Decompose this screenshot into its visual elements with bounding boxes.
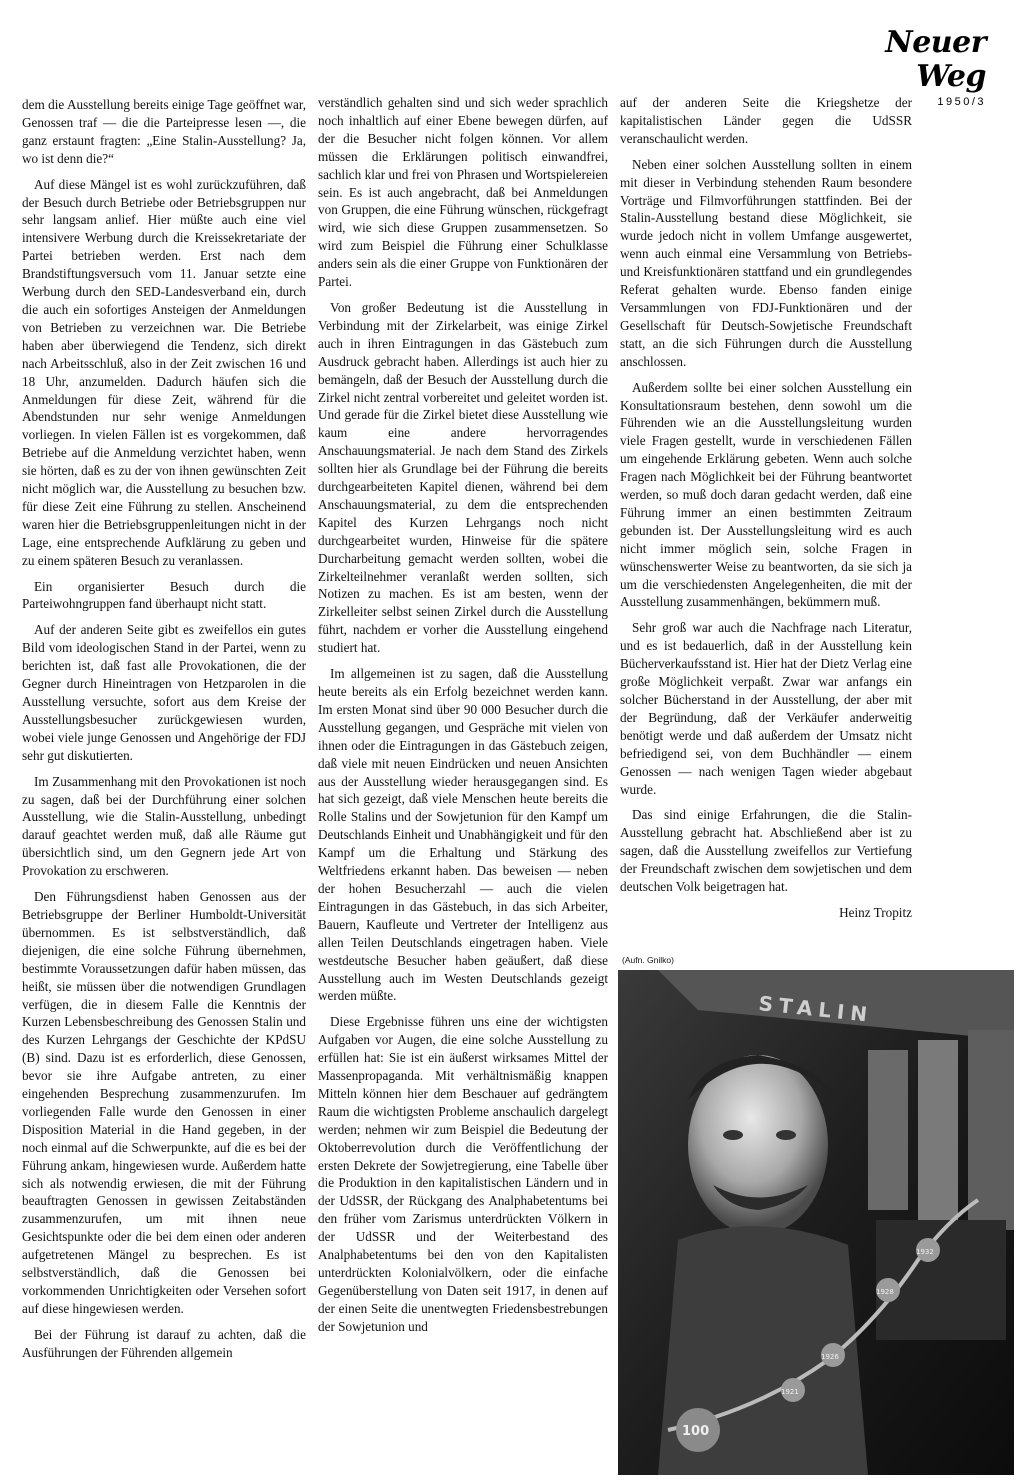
marker-label: 100 (682, 1424, 710, 1439)
author-name: Heinz Tropitz (839, 904, 912, 920)
photo-caption: (Aufn. Gnilko) (622, 955, 674, 965)
paragraph: Neben einer solchen Ausstellung sollten in einem mit dieser in Verbindung stehenden Raum besondere Vorträge und Filmvorführungen stattfinden. Bei der Stalin-Ausstellung bestand diese Möglichkeit, sie wurde jedoch nicht in vollem Umfange ausgewertet, wenn auch einmal eine Versammlung von Betriebs- und Kreisfunktionären stattfand und ein grundlegendes Referat gehalten wurde. Ebenso fanden einige Versammlungen von FDJ-Funktionären und der Gesellschaft für Deutsch-Sowjetische Freundschaft statt, an die sich Führungen durch die Ausstellung anschlossen. (620, 156, 912, 369)
paragraph: auf der anderen Seite die Kriegshetze der kapitalistischen Länder gegen die UdSSR veranschaulicht werden. (620, 95, 912, 146)
issue-number: 1950/3 (937, 96, 986, 108)
column-3 (620, 94, 912, 922)
paragraph: dem die Ausstellung bereits einige Tage geöffnet war, Genossen traf — die die Parteipresse lesen —, die ganz erstaunt fragten: „Eine Stalin-Ausstellung? Ja, wo ist denn die?“ (22, 97, 306, 166)
paragraph: Das sind einige Erfahrungen, die die Stalin-Ausstellung gebracht hat. Abschließend aber ist zu sagen, daß die Ausstellung zweifellos zur Vertiefung der Freundschaft zwischen dem sowjetischen und dem deutschen Volk beigetragen hat. (620, 807, 912, 895)
paragraph: Sehr groß war auch die Nachfrage nach Literatur, und es ist bedauerlich, daß in der Ausstellung kein Bücherverkaufsstand ist. Hier hat der Dietz Verlag eine große Möglichkeit verpaßt. Zwar war anfangs ein solcher Bücherstand in der Ausstellung, der aber mit der Begründung, daß der Verkäufer anderweitig benötigt werde und daß außerdem der Umsatz nicht befriedigend sei, von dem Buchhändler — einem Genossen — nach wenigen Tagen wieder abgebaut wurde. (620, 620, 912, 797)
paragraph: Im allgemeinen ist zu sagen, daß die Ausstellung heute bereits als ein Erfolg bezeichnet werden kann. Im ersten Monat sind über 90 000 Besucher durch die Ausstellung gegangen, und Gespräche mit vielen von ihnen oder die Eintragungen in das Gästebuch zeigen, daß viele mit neuen Eindrücken und neuen Ansichten aus der Ausstellung wieder herausgegangen sind. Es hat sich gezeigt, daß viele Menschen heute bereits die Rolle Stalins und der Sowjetunion für den Kampf um Deutschlands Einheit und Unabhängigkeit und für den Kampf um die Erhaltung und Stärkung des Weltfriedens erkannt haben. Das beweisen — neben der hohen Besucherzahl — auch die vielen Eintragungen in das Gästebuch, in das sich Arbeiter, Bauern, Kaufleute und Vertreter der Intelligenz aus allen Teilen Deutschlands eingetragen haben. Viele westdeutsche Besucher haben geäußert, daß diese Ausstellung auch im Westen Deutschlands gezeigt werden müßte. (318, 666, 608, 1004)
marker-label: 1926 (821, 1353, 839, 1361)
author-signature-row (620, 904, 912, 922)
paragraph: Den Führungsdienst haben Genossen aus der Betriebsgruppe der Berliner Humboldt-Universität übernommen. Es ist selbstverständlich, daß diejenigen, die eine solche Führung übernehmen, bestimmte Voraussetzungen dafür haben müssen, das heißt, sie müssen über die notwendigen Grundlagen verfügen, die in diesem Falle die Kenntnis der Kurzen Lebensbeschreibung des Genossen Stalin und des Kurzen Lehrgangs der Geschichte der KPdSU (B) sind. Dazu ist es erforderlich, diese Genossen, bevor sie ihre Aufgabe antreten, zu einer eingehenden Besprechung zusammenzurufen. Im vorliegenden Falle wurde den Genossen in einer Disposition Material in die Hand gegeben, in der noch einmal auf die Schwerpunkte, auf die es bei der Führung ankam, hingewiesen wurde. Außerdem hatte sich als notwendig erwiesen, die mit der Führung beauftragten Genossen in gewissen Zeitabständen zusammenzurufen, um mit ihnen neue Gesichtspunkte oder die bei dem einen oder anderen aufgetretenen Mängel zu besprechen. Es ist selbstverständlich, daß die Genossen bei vorkommenden Unrichtigkeiten oder Versehen sofort auf diese hingewiesen werden. (22, 889, 306, 1316)
column-2 (318, 94, 608, 1344)
exhibition-photo (618, 970, 1014, 1475)
marker-label: 1921 (781, 1388, 799, 1396)
banner-text: STALIN (757, 991, 875, 1027)
paragraph: Außerdem sollte bei einer solchen Ausstellung ein Konsultationsraum bestehen, denn sowohl um die Führenden wie an die Ausstellungsleitung wurden viele Fragen gestellt, wurde in verschiedenen Fällen um eingehende Erklärung gebeten. Wenn auch solche Fragen nach Möglichkeit bei der Führung beantwortet werden, so muß doch daran gedacht werden, daß eine Führung immer an einen bestimmten Zeitraum gebunden ist. Der Ausstellungsleitung wird es auch nicht immer möglich sein, solche Fragen in wünschenswerter Weise zu beantworten, da sie sich ja um die verschiedensten Angelegenheiten, die mit der Ausstellung zusammenhängen, bekümmern muß. (620, 379, 912, 610)
paragraph: Bei der Führung ist darauf zu achten, daß die Ausführungen der Führenden allgemein (22, 1326, 306, 1360)
display-panel (868, 1050, 908, 1210)
paragraph: Im Zusammenhang mit den Provokationen ist noch zu sagen, daß bei der Durchführung einer solchen Ausstellung, wie die Stalin-Ausstellung, unbedingt darauf geachtet werden muß, daß alle Räume gut übersichtlich sind, um den Gegnern jede Art von Provokation zu erschweren. (22, 773, 306, 879)
paragraph: Auf der anderen Seite gibt es zweifellos ein gutes Bild vom ideologischen Stand in der Partei, wenn zu berichten ist, daß fast alle Provokationen, die der Gegner durch Hineintragen von Hetzparolen in die Ausstellung versuchte, sofort aus dem Kreise der Ausstellungsbesucher zurückgewiesen wurden, wobei viele junge Genossen und Angehörige der FDJ sehr gut diskutierten. (22, 622, 306, 763)
portrait-eye (723, 1130, 743, 1140)
marker-label: 1932 (916, 1248, 934, 1256)
portrait-eye (776, 1130, 796, 1140)
paragraph: Diese Ergebnisse führen uns eine der wichtigsten Aufgaben vor Augen, die eine solche Ausstellung zu erfüllen hat: Sie ist ein äußerst wirksames Mittel der Massenpropaganda. Mit verhältnismäßig knappen Mitteln können hier dem Beschauer auf gedrängtem Raum die wichtigsten Probleme anschaulich dargelegt werden; nehmen wir zum Beispiel die Bedeutung der Oktoberrevolution durch die Veröffentlichung der ersten Dekrete der Sowjetregierung, eine Tabelle über die Produktion in den kapitalistischen Ländern und in der UdSSR, der Rückgang des Analphabetentums bei den früher vom Zarismus unterdrückten Völkern in der UdSSR und der Weiterbestand des Analphabetentums bei den von den Kapitalisten unterdrückten Kolonialvölkern, oder die einfache Gegenüberstellung von Daten seit 1917, in denen auf der einen Seite die unentwegten Friedensbestrebungen der Sowjetunion und (318, 1014, 608, 1334)
paragraph: verständlich gehalten sind und sich weder sprachlich noch inhaltlich auf einer Ebene bewegen dürfen, auf der die Besucher nicht folgen können. Vor allem müssen die Erklärungen politisch einwandfrei, sachlich klar und frei von Phrasen und Wortspielereien sein. Es ist auch angebracht, daß bei Anmeldungen von Gruppen, die eine Führung wünschen, rückgefragt wird, wie sich diese Gruppen zusammensetzen. So wird zum Beispiel die Führung einer Schulklasse anders sein als die einer Gruppe von Funktionären der Partei. (318, 95, 608, 290)
exhibition-photo-image (618, 970, 1014, 1475)
marker-label: 1928 (876, 1288, 894, 1296)
display-case (876, 1220, 1006, 1340)
display-panel (918, 1040, 958, 1220)
paragraph: Von großer Bedeutung ist die Ausstellung in Verbindung mit der Zirkelarbeit, was einige Zirkel auch in ihren Eintragungen in das Gästebuch zum Ausdruck gebracht haben. Allerdings ist auch hier zu bemängeln, daß der Besuch der Ausstellung durch die Zirkel nicht zentral vorbereitet und geleitet worden ist. Und gerade für die Zirkel bietet diese Ausstellung wie kaum eine andere hervorragendes Anschauungsmaterial. Je nach dem Stand des Zirkels sollten hier als Grundlage bei der Führung die bereits durchgearbeiteten Kapitel dienen, während bei dem Anschauungsmaterial, zu dem die entsprechenden Kapitel des Kurzen Lehrgangs noch nicht durchgearbeitet wurden, Hinweise für die spätere Durcharbeitung gemacht werden sollten, wobei die Zirkelteilnehmer veranlaßt werden sollten, sich Notizen zu machen. Es ist am besten, wenn der Zirkelleiter selbst seinen Zirkel durch die Ausstellung führt, nachdem er vorher die Ausstellung eingehend studiert hat. (318, 299, 608, 656)
column-1 (22, 96, 306, 1370)
paragraph: Auf diese Mängel ist es wohl zurückzuführen, daß der Besuch durch Betriebe oder Betriebsgruppen nur sehr langsam anlief. Hier müßte auch eine viel intensivere Werbung durch die Kreissekretariate der Partei betrieben werden. Erst nach dem Brandstiftungsversuch vom 11. Januar setzte eine Werbung durch den SED-Landesverband ein, durch die auch ein sofortiges Ansteigen der Anmeldungen von Betrieben zu verzeichnen war. Die Betriebe haben aber überwiegend die Tendenz, sich direkt nach Arbeitsschluß, also in der Zeit zwischen 16 und 18 Uhr, anzumelden. Dadurch häufen sich die Anmeldungen für diese Zeit, während für die Abendstunden nur sehr wenige Anmeldungen vorliegen. In vielen Fällen ist es vorgekommen, daß Betriebe auf die Anmeldung verzichtet haben, wenn sie hörten, daß es zu der von ihnen gewünschten Zeit nicht möglich war, die Ausstellung zu besuchen bzw. für diese Zeit eine Führung zu stellen. Anscheinend waren hier die Betriebsgruppenleitungen nicht in der Lage, eine entsprechende Aufklärung zu geben und zu einem späteren Besuch zu veranlassen. (22, 176, 306, 568)
paragraph: Ein organisierter Besuch durch die Parteiwohngruppen fand überhaupt nicht statt. (22, 578, 306, 612)
masthead-title: Neuer Weg (885, 25, 986, 94)
